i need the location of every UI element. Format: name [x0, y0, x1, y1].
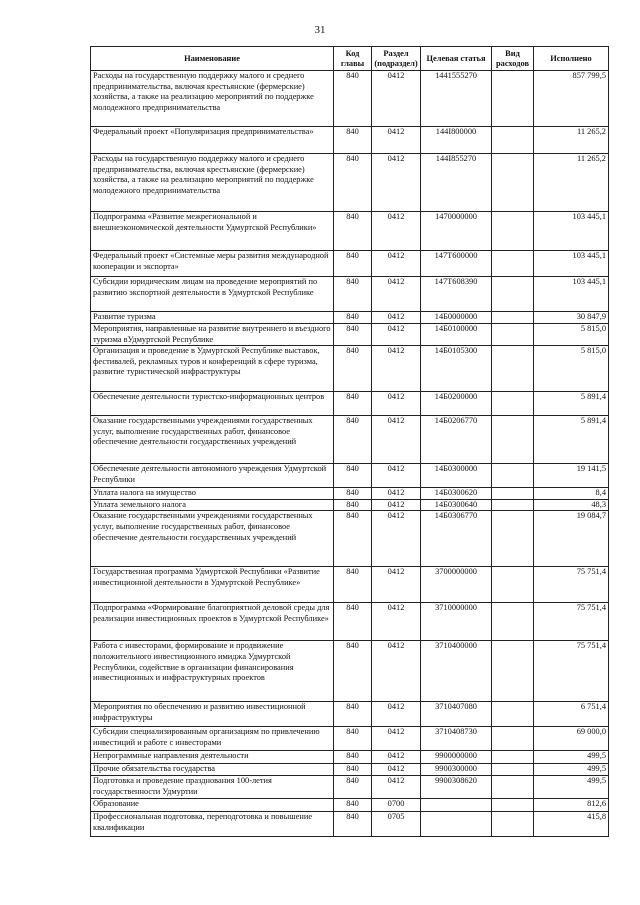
- cell-kind: [492, 71, 534, 127]
- table-row: [91, 464, 609, 488]
- cell-executed: 812,6: [534, 798, 609, 811]
- cell-executed: 11 265,2: [534, 127, 609, 154]
- cell-name: Образование: [91, 798, 334, 811]
- cell-chapter: 840: [334, 277, 372, 312]
- header-chapter: Код главы: [334, 47, 372, 71]
- cell-kind: [492, 127, 534, 154]
- cell-chapter: 840: [334, 751, 372, 764]
- cell-target: 3710407080: [421, 702, 492, 727]
- cell-section: 0700: [372, 798, 421, 811]
- cell-section: 0412: [372, 641, 421, 702]
- cell-section: 0412: [372, 127, 421, 154]
- cell-name: Уплата земельного налога: [91, 499, 334, 511]
- table-row: [91, 488, 609, 500]
- cell-section: 0412: [372, 392, 421, 416]
- cell-chapter: 840: [334, 71, 372, 127]
- cell-executed: 69 000,0: [534, 727, 609, 751]
- cell-target: 14Б0300620: [421, 488, 492, 500]
- cell-chapter: 840: [334, 324, 372, 346]
- cell-kind: [492, 764, 534, 776]
- budget-table: [90, 46, 609, 837]
- table-row: [91, 798, 609, 811]
- cell-executed: 19 084,7: [534, 511, 609, 567]
- header-kind: Вид расходов: [492, 47, 534, 71]
- cell-kind: [492, 641, 534, 702]
- cell-kind: [492, 416, 534, 464]
- cell-chapter: 840: [334, 775, 372, 798]
- cell-section: 0412: [372, 511, 421, 567]
- table-row: [91, 71, 609, 127]
- cell-executed: 48,3: [534, 499, 609, 511]
- cell-section: 0412: [372, 751, 421, 764]
- cell-target: 1441555270: [421, 71, 492, 127]
- cell-chapter: 840: [334, 464, 372, 488]
- cell-target: 3710400000: [421, 641, 492, 702]
- table-row: [91, 392, 609, 416]
- cell-name: Расходы на государственную поддержку малого и среднего предпринимательства, включая крестьянские (фермерские) хозяйства, а также на реализацию мероприятий по поддержке молодежного предпринимательства: [91, 154, 334, 212]
- cell-name: Непрограммные направления деятельности: [91, 751, 334, 764]
- cell-chapter: 840: [334, 488, 372, 500]
- cell-chapter: 840: [334, 798, 372, 811]
- cell-executed: 103 445,1: [534, 251, 609, 277]
- cell-chapter: 840: [334, 603, 372, 641]
- table-row: [91, 277, 609, 312]
- cell-kind: [492, 464, 534, 488]
- cell-kind: [492, 702, 534, 727]
- cell-section: 0412: [372, 212, 421, 251]
- cell-executed: 30 847,9: [534, 312, 609, 324]
- cell-target: 14Б0100000: [421, 324, 492, 346]
- cell-kind: [492, 277, 534, 312]
- cell-section: 0412: [372, 251, 421, 277]
- cell-target: 147T600000: [421, 251, 492, 277]
- cell-target: 3710000000: [421, 603, 492, 641]
- cell-executed: 75 751,4: [534, 603, 609, 641]
- table-row: [91, 251, 609, 277]
- header-name: Наименование: [91, 47, 334, 71]
- cell-kind: [492, 154, 534, 212]
- cell-section: 0412: [372, 324, 421, 346]
- cell-section: 0412: [372, 603, 421, 641]
- table-row: [91, 346, 609, 392]
- cell-section: 0412: [372, 464, 421, 488]
- cell-name: Работа с инвесторами, формирование и продвижение положительного инвестиционного имиджа Удмуртской Республики, содействие в организации финансирования инвестиционных и инфраструктурных проектов: [91, 641, 334, 702]
- cell-executed: 5 815,0: [534, 324, 609, 346]
- table-row: [91, 567, 609, 603]
- cell-chapter: 840: [334, 641, 372, 702]
- cell-name: Подпрограмма «Развитие межрегиональной и внешнеэкономической деятельности Удмуртской Республики»: [91, 212, 334, 251]
- cell-name: Профессиональная подготовка, переподготовка и повышение квалификации: [91, 811, 334, 836]
- cell-executed: 5 891,4: [534, 392, 609, 416]
- cell-name: Подготовка и проведение празднования 100-летия государственности Удмуртии: [91, 775, 334, 798]
- cell-section: 0412: [372, 764, 421, 776]
- cell-target: 14Б0300640: [421, 499, 492, 511]
- cell-chapter: 840: [334, 154, 372, 212]
- cell-executed: 6 751,4: [534, 702, 609, 727]
- cell-name: Обеспечение деятельности автономного учреждения Удмуртской Республики: [91, 464, 334, 488]
- cell-target: 144I855270: [421, 154, 492, 212]
- cell-target: 14Б0000000: [421, 312, 492, 324]
- cell-name: Федеральный проект «Системные меры развития международной кооперации и экспорта»: [91, 251, 334, 277]
- cell-executed: 103 445,1: [534, 277, 609, 312]
- table-row: [91, 499, 609, 511]
- cell-section: 0412: [372, 775, 421, 798]
- cell-section: 0705: [372, 811, 421, 836]
- cell-name: Расходы на государственную поддержку малого и среднего предпринимательства, включая крестьянские (фермерские) хозяйства, а также на реализацию мероприятий по поддержке молодежного предпринимательства: [91, 71, 334, 127]
- cell-section: 0412: [372, 312, 421, 324]
- cell-kind: [492, 811, 534, 836]
- cell-target: 1470000000: [421, 212, 492, 251]
- cell-name: Субсидии специализированным организациям по привлечению инвестиций и работе с инвесторами: [91, 727, 334, 751]
- cell-section: 0412: [372, 567, 421, 603]
- cell-kind: [492, 392, 534, 416]
- cell-section: 0412: [372, 727, 421, 751]
- cell-name: Организация и проведение в Удмуртской Республике выставок, фестивалей, рекламных туров и конференций в сфере туризма, развитие туристической инфраструктуры: [91, 346, 334, 392]
- cell-section: 0412: [372, 416, 421, 464]
- cell-name: Подпрограмма «Формирование благоприятной деловой среды для реализации инвестиционных проектов в Удмуртской Республике»: [91, 603, 334, 641]
- cell-target: [421, 811, 492, 836]
- cell-name: Государственная программа Удмуртской Республики «Развитие инвестиционной деятельности в Удмуртской Республике»: [91, 567, 334, 603]
- cell-chapter: 840: [334, 702, 372, 727]
- cell-kind: [492, 567, 534, 603]
- cell-name: Мероприятия, направленные на развитие внутреннего и въездного туризма вУдмуртской Республике: [91, 324, 334, 346]
- cell-target: 9900308620: [421, 775, 492, 798]
- page-number: 31: [314, 24, 326, 36]
- cell-name: Развитие туризма: [91, 312, 334, 324]
- cell-executed: 11 265,2: [534, 154, 609, 212]
- header-row: [91, 47, 609, 71]
- table-row: [91, 811, 609, 836]
- cell-target: 3710408730: [421, 727, 492, 751]
- cell-chapter: 840: [334, 127, 372, 154]
- cell-executed: 75 751,4: [534, 567, 609, 603]
- table-row: [91, 511, 609, 567]
- cell-chapter: 840: [334, 764, 372, 776]
- cell-name: Федеральный проект «Популяризация предпринимательства»: [91, 127, 334, 154]
- cell-executed: 75 751,4: [534, 641, 609, 702]
- table-row: [91, 603, 609, 641]
- cell-kind: [492, 775, 534, 798]
- cell-executed: 19 141,5: [534, 464, 609, 488]
- cell-chapter: 840: [334, 346, 372, 392]
- header-target: Целевая статья: [421, 47, 492, 71]
- cell-name: Оказание государственными учреждениями государственных услуг, выполнение государственных работ, финансовое обеспечение деятельности государственных учреждений: [91, 511, 334, 567]
- cell-target: 144I800000: [421, 127, 492, 154]
- cell-name: Оказание государственными учреждениями государственных услуг, выполнение государственных работ, финансовое обеспечение деятельности государственных учреждений: [91, 416, 334, 464]
- cell-target: 9900000000: [421, 751, 492, 764]
- cell-chapter: 840: [334, 727, 372, 751]
- cell-name: Прочие обязательства государства: [91, 764, 334, 776]
- cell-kind: [492, 312, 534, 324]
- header-section: Раздел (подраздел): [372, 47, 421, 71]
- table-row: [91, 775, 609, 798]
- cell-executed: 5 891,4: [534, 416, 609, 464]
- cell-executed: 499,5: [534, 775, 609, 798]
- cell-chapter: 840: [334, 251, 372, 277]
- cell-executed: 415,8: [534, 811, 609, 836]
- cell-executed: 499,5: [534, 764, 609, 776]
- cell-target: 3700000000: [421, 567, 492, 603]
- cell-chapter: 840: [334, 392, 372, 416]
- cell-kind: [492, 727, 534, 751]
- cell-target: 14Б0206770: [421, 416, 492, 464]
- cell-chapter: 840: [334, 511, 372, 567]
- cell-kind: [492, 212, 534, 251]
- cell-section: 0412: [372, 702, 421, 727]
- cell-executed: 103 445,1: [534, 212, 609, 251]
- cell-target: [421, 798, 492, 811]
- cell-name: Обеспечение деятельности туристско-информационных центров: [91, 392, 334, 416]
- cell-section: 0412: [372, 346, 421, 392]
- cell-section: 0412: [372, 154, 421, 212]
- header-executed: Исполнено: [534, 47, 609, 71]
- cell-target: 14Б0105300: [421, 346, 492, 392]
- cell-kind: [492, 511, 534, 567]
- table-row: [91, 702, 609, 727]
- cell-executed: 8,4: [534, 488, 609, 500]
- table-row: [91, 641, 609, 702]
- cell-target: 147T608390: [421, 277, 492, 312]
- table-row: [91, 751, 609, 764]
- cell-target: 14Б0306770: [421, 511, 492, 567]
- cell-section: 0412: [372, 499, 421, 511]
- cell-name: Мероприятия по обеспечению и развитию инвестиционной инфраструктуры: [91, 702, 334, 727]
- table-row: [91, 324, 609, 346]
- cell-chapter: 840: [334, 567, 372, 603]
- cell-chapter: 840: [334, 499, 372, 511]
- table-row: [91, 416, 609, 464]
- cell-chapter: 840: [334, 212, 372, 251]
- cell-name: Уплата налога на имущество: [91, 488, 334, 500]
- table-row: [91, 764, 609, 776]
- cell-kind: [492, 603, 534, 641]
- table-row: [91, 312, 609, 324]
- cell-kind: [492, 346, 534, 392]
- table-row: [91, 154, 609, 212]
- cell-target: 9900300000: [421, 764, 492, 776]
- cell-kind: [492, 751, 534, 764]
- table-row: [91, 212, 609, 251]
- cell-kind: [492, 488, 534, 500]
- table-row: [91, 727, 609, 751]
- cell-kind: [492, 499, 534, 511]
- cell-executed: 857 799,5: [534, 71, 609, 127]
- cell-chapter: 840: [334, 811, 372, 836]
- cell-executed: 5 815,0: [534, 346, 609, 392]
- table-row: [91, 127, 609, 154]
- cell-executed: 499,5: [534, 751, 609, 764]
- cell-kind: [492, 798, 534, 811]
- cell-section: 0412: [372, 277, 421, 312]
- cell-kind: [492, 251, 534, 277]
- cell-target: 14Б0200000: [421, 392, 492, 416]
- cell-target: 14Б0300000: [421, 464, 492, 488]
- cell-chapter: 840: [334, 416, 372, 464]
- cell-kind: [492, 324, 534, 346]
- cell-chapter: 840: [334, 312, 372, 324]
- cell-section: 0412: [372, 71, 421, 127]
- cell-section: 0412: [372, 488, 421, 500]
- cell-name: Субсидии юридическим лицам на проведение мероприятий по развитию экспортной деятельности в Удмуртской Республике: [91, 277, 334, 312]
